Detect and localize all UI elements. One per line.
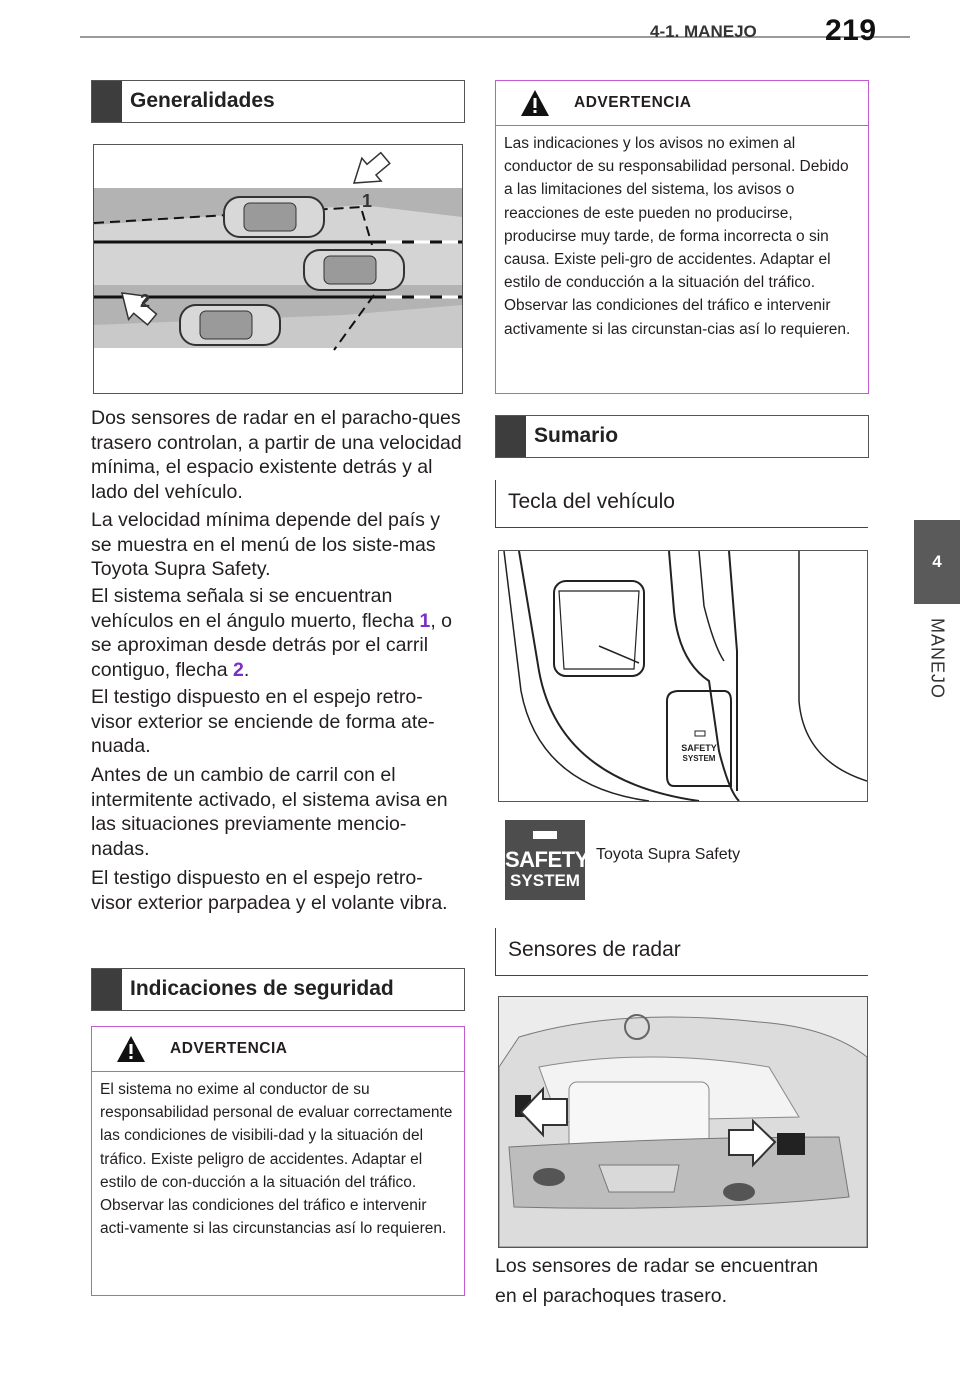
paragraph-3-pre: El sistema señala si se encuentran vehículos en el ángulo muerto, flecha	[91, 585, 420, 632]
section-bar	[92, 81, 122, 122]
console-drawing	[499, 551, 867, 801]
chapter-tab-label	[914, 606, 960, 766]
button-caption: Toyota Supra Safety	[596, 846, 741, 863]
button-system-text: SYSTEM	[510, 871, 580, 890]
safety-system-button-icon	[505, 820, 589, 900]
arrow-ref-1: 1	[419, 609, 431, 632]
radar-sensors-figure	[498, 996, 868, 1248]
closing-text-line1: Los sensores de radar se encuentran	[495, 1255, 819, 1277]
warning-triangle-icon	[520, 89, 550, 117]
warning-box-left	[91, 1026, 465, 1296]
section-bar	[496, 416, 526, 457]
paragraph-3-post: .	[243, 658, 250, 681]
blind-spot-figure	[93, 144, 463, 394]
paragraph-3-mid: , o se aproximan desde detrás por el carril contiguo, flecha	[91, 609, 452, 681]
closing-text-line2: en el parachoques trasero.	[495, 1285, 727, 1307]
chapter-tab-number: 4	[914, 520, 960, 604]
warning-triangle-icon	[116, 1035, 146, 1063]
chapter-title: 4-1. MANEJO	[650, 22, 757, 41]
console-safety-label: SAFETY	[681, 743, 717, 753]
section-title: Indicaciones de seguridad	[130, 977, 394, 1000]
car-bottom	[180, 305, 280, 345]
subheading-sensores: Sensores de radar	[495, 928, 868, 976]
right-sensor-patch	[777, 1133, 805, 1155]
section-sumario	[495, 415, 869, 458]
warning-body: Las indicaciones y los avisos no eximen al conductor de su responsabilidad personal. Debido a las limitaciones del sistema, los avisos o reacciones de este pueden no producirse, producirse muy tarde, de forma incorrecta o sin causa. Existe peli-gro de accidentes. Adaptar el estilo de conducción a la situación del tráfico. Observar las condiciones del tráfico e intervenir activamente si las circunstan-cias así lo requieren.	[504, 135, 851, 338]
rear-bumper-drawing	[499, 997, 867, 1247]
warning-box-right	[495, 80, 869, 394]
vehicle-button-figure	[498, 550, 868, 802]
arrow-1-label: 1	[362, 191, 373, 211]
warning-body: El sistema no exime al conductor de su responsabilidad personal de evaluar correctamente las condiciones de visibili-dad y la situación del tráfico. Existe peligro de accidentes. Adaptar el estilo de con-ducción a la situación del tráfico. Observar las condiciones del tráfico e intervenir acti-vamente si las circunstancias así lo requieren.	[100, 1081, 453, 1238]
section-title: Generalidades	[130, 89, 275, 112]
warning-header	[92, 1027, 464, 1072]
paragraph-6: El testigo dispuesto en el espejo retro-visor exterior parpadea y el volante vibra.	[91, 867, 448, 914]
paragraph-5: Antes de un cambio de carril con el intermitente activado, el sistema avisa en las situaciones previamente mencio-nadas.	[91, 764, 448, 860]
warning-title: ADVERTENCIA	[170, 1040, 288, 1057]
button-indicator-bar	[533, 831, 557, 839]
arrow-2-label: 2	[140, 291, 151, 311]
paragraph-2: La velocidad mínima depende del país y se muestra en el menú de los siste-mas Toyota Supra Safety.	[91, 509, 441, 580]
car-top	[224, 197, 324, 237]
section-bar	[92, 969, 122, 1010]
paragraph-4: El testigo dispuesto en el espejo retro-visor exterior se enciende de forma ate-nuada.	[91, 686, 435, 757]
warning-title: ADVERTENCIA	[574, 94, 692, 111]
arrow-1	[345, 147, 395, 196]
warning-header	[496, 81, 868, 126]
section-generalidades	[91, 80, 465, 123]
paragraph-1: Dos sensores de radar en el paracho-ques trasero controlan, a partir de una velocidad mínima, el espacio existente detrás y al lado del vehículo.	[91, 407, 462, 503]
section-indicaciones	[91, 968, 465, 1011]
paragraph-3	[91, 584, 463, 682]
console-system-label: SYSTEM	[682, 754, 716, 763]
arrow-ref-2: 2	[233, 658, 244, 681]
road-diagram	[94, 145, 462, 393]
chapter-tab-text: MANEJO	[927, 618, 948, 700]
subheading-tecla: Tecla del vehículo	[495, 480, 868, 528]
page-number: 219	[825, 14, 877, 47]
button-safety-text: SAFETY	[505, 847, 589, 872]
header-rule	[80, 36, 910, 38]
car-middle	[304, 250, 404, 290]
section-title: Sumario	[534, 424, 619, 447]
